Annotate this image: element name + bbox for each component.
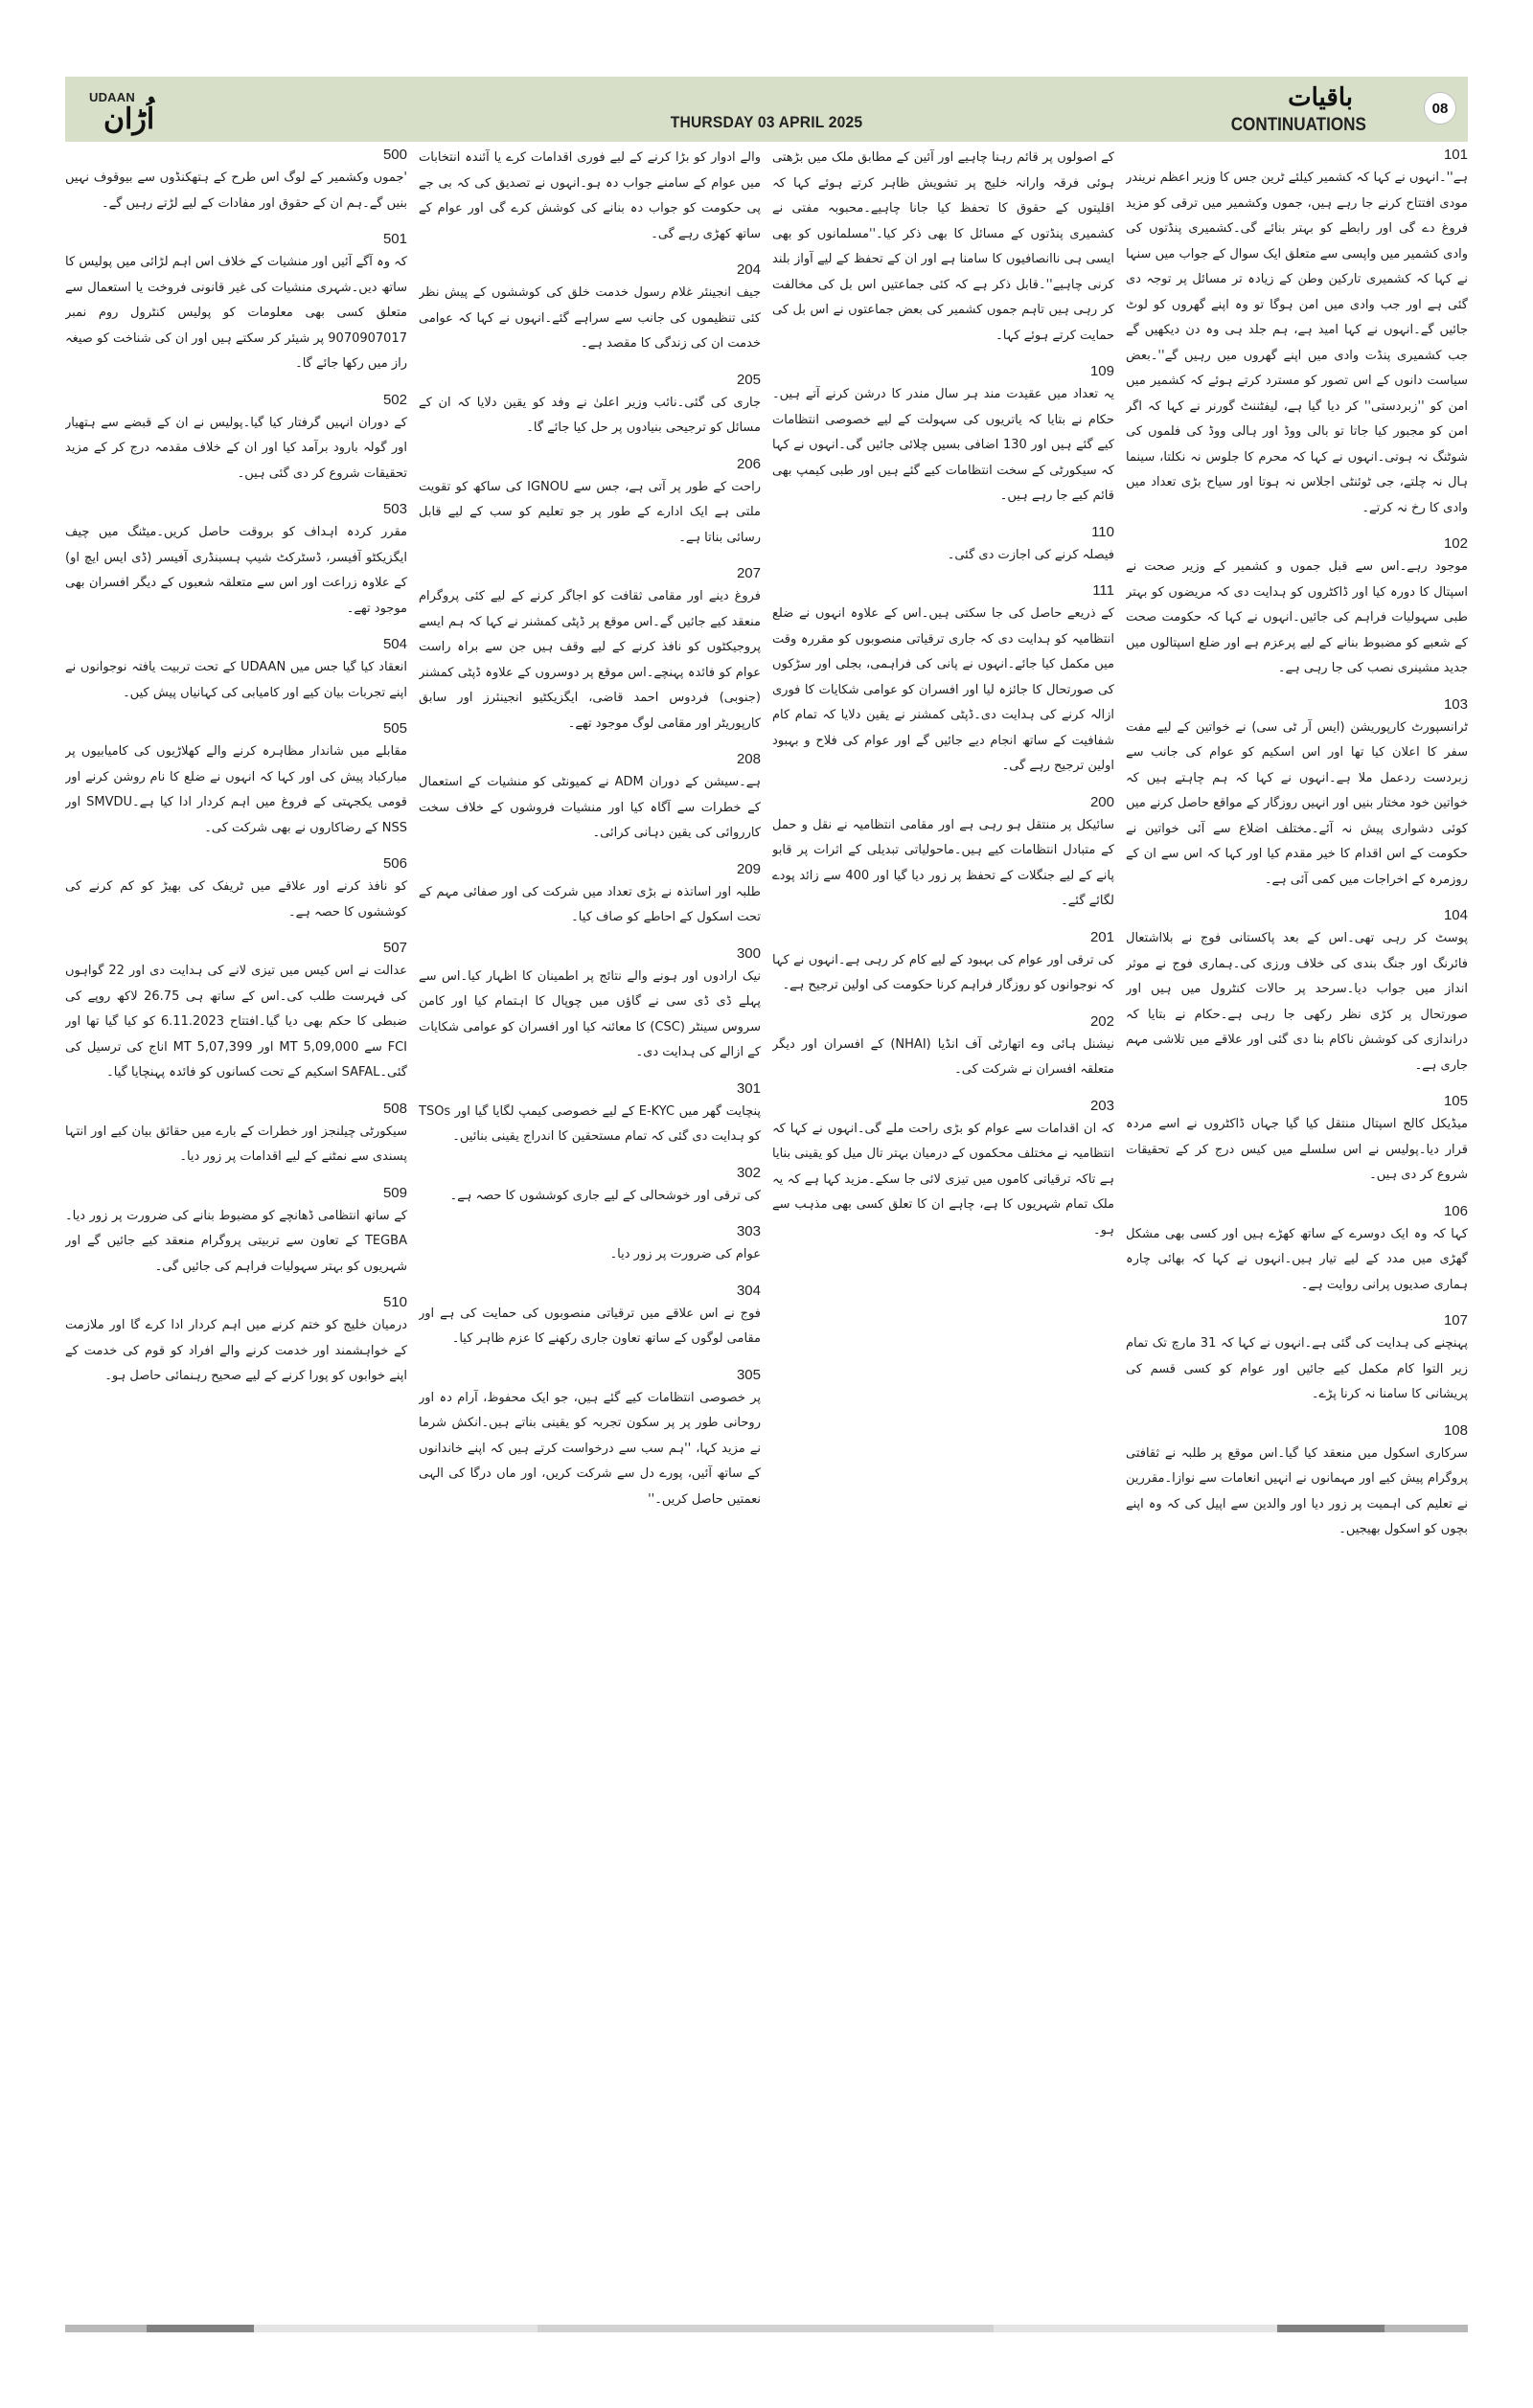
continuation-item	[1126, 1202, 1468, 1299]
continuation-item	[65, 1100, 407, 1170]
continuation-item	[1126, 1311, 1468, 1408]
continuation-text: فوج نے اس علاقے میں ترقیاتی منصوبوں کی حمایت کی ہے اور مقامی لوگوں کے ساتھ تعاون جاری رکھنے کا عزم ظاہر کیا۔	[419, 1306, 761, 1346]
continuation-text: کے ساتھ انتظامی ڈھانچے کو مضبوط بنانے کی ضرورت پر زور دیا۔TEGBA کے تعاون سے تربیتی پروگرام منعقد کیے جائیں گے اور شہریوں کو بہتر سہولیات فراہم کی جائیں گی۔	[65, 1208, 407, 1274]
continuation-text: جیف انجینئر غلام رسول خدمت خلق کی کوششوں کے پیش نظر کئی تنظیموں کی جانب سے سراہے گئے۔انہوں نے کہا کہ عوامی خدمت ان کی زندگی کا مقصد ہے۔	[419, 285, 761, 351]
continuation-text: ہے''۔انہوں نے کہا کہ کشمیر کیلئے ٹرین جس کا وزیر اعظم نریندر مودی افتتاح کرنے جا رہے ہیں، جموں وکشمیر میں ترقی کو مزید فروغ دے گی اور رابطے کو بہتر بنائے گی۔کشمیری پنڈتوں کی وادی کشمیر میں واپسی سے متعلق ایک سوال کے جواب میں سنہا نے کہا کہ کشمیری تارکین وطن کے زیادہ تر مسائل پر توجہ دی گئی ہے اور جب وادی میں امن ہوگا تو وہ اپنے گھروں کو لوٹ جائیں گے۔انہوں نے کہا امید ہے، ہم جلد ہی وہ دن دیکھیں گے جب کشمیری پنڈت وادی میں اپنے گھروں میں رہیں گے''۔بعض سیاست دانوں کے اس تصور کو مسترد کرتے ہوئے کہ کشمیر میں امن کو ''زبردستی'' کر دیا گیا ہے، لیفٹننٹ گورنر نے کہا کہ اگر امن کو مجبور کیا جاتا تو بالی ووڈ اور ہالی ووڈ کی فلموں کی شوٹنگ نہ ہوتی۔انہوں نے کہا کہ محرم کا جلوس نہ نکلتا، سینما ہال نہ چلتے، جی ٹوئنٹی اجلاس نہ ہوتا اور سیاح بڑی تعداد میں وادی کا رخ نہ کرتے۔	[1126, 170, 1468, 515]
continuation-number: 501	[382, 231, 407, 247]
continuation-number: 305	[736, 1366, 761, 1383]
continuation-item	[772, 581, 1114, 780]
continuation-text: پر خصوصی انتظامات کیے گئے ہیں، جو ایک محفوظ، آرام دہ اور روحانی طور پر پر سکون تجربہ کو یقینی بناتے ہیں۔انکش شرما نے مزید کہا، ''ہم سب سے درخواست کرتے ہیں کہ اپنے خاندانوں کے ساتھ آئیں، پورے دل سے شرکت کریں، اور ماں درگا کی الہی نعمتیں حاصل کریں۔''	[419, 1390, 761, 1507]
continuation-text: مقابلے میں شاندار مظاہرہ کرنے والے کھلاڑیوں کی کامیابیوں پر مبارکباد پیش کی اور کہا کہ انہوں نے ضلع کا نام روشن کرنے اور قومی یکجہتی کے فروغ میں اہم کردار ادا کیا ہے۔SMVDU اور NSS کے رضاکاروں نے بھی شرکت کی۔	[65, 744, 407, 835]
continuation-text: سرکاری اسکول میں منعقد کیا گیا۔اس موقع پر طلبہ نے ثقافتی پروگرام پیش کیے اور مہمانوں نے انہیں انعامات سے نوازا۔مقررین نے تعلیم کی اہمیت پر زور دیا اور والدین سے اپیل کی کہ وہ اپنے بچوں کو اسکول بھیجیں۔	[1126, 1445, 1468, 1536]
continuation-text: کی ترقی اور خوشحالی کے لیے جاری کوششوں کا حصہ ہے۔	[449, 1188, 761, 1203]
continuation-text: پوسٹ کر رہی تھی۔اس کے بعد پاکستانی فوج نے بلااشتعال فائرنگ اور جنگ بندی کی خلاف ورزی کی۔ہماری فوج نے موثر انداز میں جواب دیا۔سرحد پر حالات کنٹرول میں ہیں اور صورتحال پر کڑی نظر رکھی جا رہی ہے۔حکام نے بتایا کہ دراندازی کی کوشش ناکام بنا دی گئی اور علاقے میں تلاشی مہم جاری ہے۔	[1126, 931, 1468, 1073]
continuation-number: 110	[1091, 523, 1114, 540]
continuation-number: 500	[382, 147, 407, 163]
continuation-item	[419, 564, 761, 737]
continuation-text: پہنچنے کی ہدایت کی گئی ہے۔انہوں نے کہا کہ 31 مارچ تک تمام زیر التوا کام مکمل کیے جائیں اور عوام کو کسی قسم کی پریشانی کا سامنا نہ کرنا پڑے۔	[1126, 1336, 1468, 1401]
continuation-item	[419, 146, 761, 247]
continuation-item	[772, 928, 1114, 999]
continuation-item	[419, 1222, 761, 1268]
continuation-number: 206	[736, 455, 761, 472]
continuation-number: 509	[382, 1184, 407, 1201]
continuation-item	[65, 1293, 407, 1390]
section-title-urdu: باقیات	[1288, 83, 1353, 112]
continuation-number: 108	[1443, 1421, 1468, 1439]
continuation-item	[772, 1097, 1114, 1244]
continuation-number: 203	[1089, 1097, 1114, 1114]
section-title-english: CONTINUATIONS	[1230, 115, 1366, 135]
footer-bar-segment	[147, 2325, 254, 2332]
continuation-number: 505	[382, 720, 407, 737]
continuation-text: نیک ارادوں اور ہونے والے نتائج پر اطمینان کا اظہار کیا۔اس سے پہلے ڈی ڈی سی نے گاؤں میں چوپال کا اہتمام کیا اور کامن سروس سینٹر (CSC) کا معائنہ کیا اور افسران کو عوامی شکایات کے ازالے کی ہدایت دی۔	[419, 968, 761, 1059]
continuation-item	[65, 146, 407, 216]
continuation-number: 109	[1089, 363, 1114, 379]
column-1	[1126, 146, 1468, 2310]
continuation-item	[65, 719, 407, 841]
continuation-text: کی ترقی اور عوام کی بہبود کے لیے کام کر رہی ہے۔انہوں نے کہا کہ نوجوانوں کو روزگار فراہم کرنا حکومت کی اولین ترجیح ہے۔	[772, 952, 1114, 992]
continuation-number: 101	[1443, 147, 1468, 163]
continuation-text: عدالت نے اس کیس میں تیزی لانے کی ہدایت دی اور 22 گواہوں کی فہرست طلب کی۔اس کے ساتھ ہی 26.75 لاکھ روپے کی ضبطی کا حکم بھی دیا گیا۔افتتاح 6.11.2023 کو کیا گیا تھا اور FCI سے 5,09,000 MT اور 5,07,399 MT اناج کی ترسیل کی گئی۔SAFAL اسکیم کے تحت کسانوں کو فائدہ پہنچایا گیا۔	[65, 964, 407, 1079]
continuation-text: فروغ دینے اور مقامی ثقافت کو اجاگر کرنے کے لیے کئی پروگرام منعقد کیے جائیں گے۔اس موقع پر ڈپٹی کمشنر نے کہا کہ ہم ایسے پروجیکٹوں کو نافذ کرنے کے لیے وقف ہیں جن سے براہ راست عوام کو فائدہ پہنچے۔اس موقع پر دوسروں کے علاوہ ڈپٹی کمشنر (جنوبی) فردوس احمد قاضی، ایگزیکٹیو انجینئرز اور سابق کارپوریٹر اور مقامی لوگ موجود تھے۔	[419, 589, 761, 731]
continuation-number: 504	[382, 636, 407, 652]
continuation-number: 106	[1443, 1202, 1468, 1219]
continuation-item	[772, 146, 1114, 349]
continuation-text: کہ ان اقدامات سے عوام کو بڑی راحت ملے گی۔انہوں نے کہا کہ انتظامیہ نے مختلف محکموں کے درمیان بہتر تال میل کو یقینی بنایا ہے تاکہ ترقیاتی کاموں میں تیزی لائی جا سکے۔مزید کہا ہے کہ یہ ملک تمام شہریوں کا ہے، چاہے ان کا تعلق کسی بھی مذہب سے ہو۔	[772, 1121, 1114, 1238]
continuation-text: کے ذریعے حاصل کی جا سکتی ہیں۔اس کے علاوہ انہوں نے ضلع انتظامیہ کو ہدایت دی کہ جاری ترقیاتی منصوبوں کو مقررہ وقت میں مکمل کیا جائے۔انہوں نے پانی کی فراہمی، بجلی اور سڑکوں کی صورتحال کا جائزہ لیا اور افسران کو عوامی شکایات کا فوری ازالہ کرنے کی ہدایت دی۔ڈپٹی کمشنر نے یقین دلایا کہ تمام کام شفافیت کے ساتھ انجام دیے جائیں گے اور عوام کی فلاح و بہبود اولین ترجیح رہے گی۔	[772, 606, 1114, 773]
continuation-text: والے ادوار کو بڑا کرنے کے لیے فوری اقدامات کرے یا آئندہ انتخابات میں عوام کے سامنے جواب دہ ہو۔انہوں نے تصدیق کی کہ بی جے پی حکومت کو جواب دہ بنانے کی کوشش کرے گی اور عوام کے ساتھ کھڑی رہے گی۔	[419, 150, 761, 241]
continuation-number: 304	[736, 1282, 761, 1299]
continuation-item	[65, 1184, 407, 1281]
continuation-text: نیشنل ہائی وے اتھارٹی آف انڈیا (NHAI) کے افسران اور دیگر متعلقہ افسران نے شرکت کی۔	[772, 1036, 1114, 1077]
continuation-text: انعقاد کیا گیا جس میں UDAAN کے تحت تربیت یافتہ نوجوانوں نے اپنے تجربات بیان کیے اور کامیابی کی کہانیاں پیش کیں۔	[65, 660, 407, 700]
article-columns	[65, 146, 1468, 2310]
continuation-text: کے اصولوں پر قائم رہنا چاہیے اور آئین کے مطابق ملک میں بڑھتی ہوئی فرقہ وارانہ خلیج پر تشویش ظاہر کرتے ہوئے کہا کہ اقلیتوں کے حقوق کا تحفظ کیا جانا چاہیے۔محبوبہ مفتی نے کشمیری پنڈتوں کے مسائل کا بھی ذکر کیا۔''مسلمانوں کو بھی ایسی ہی ناانصافیوں کا سامنا ہے اور ان کے تحفظ کے لیے آواز بلند کرنی چاہیے''۔قابل ذکر ہے کہ کئی جماعتیں اس بل کی مخالفت کر رہی ہیں تاہم جموں کشمیر کی بعض جماعتوں نے اس بل کی حمایت کرتے ہوئے کہا۔	[772, 150, 1114, 343]
continuation-text: عوام کی ضرورت پر زور دیا۔	[609, 1247, 761, 1261]
footer-bar-segment	[254, 2325, 538, 2332]
masthead	[65, 77, 1468, 142]
continuation-number: 302	[736, 1164, 761, 1181]
continuation-item	[65, 939, 407, 1086]
page-number-badge: 08	[1424, 92, 1456, 125]
continuation-text: سیکورٹی چیلنجز اور خطرات کے بارے میں حقائق بیان کیے اور انتہا پسندی سے نمٹنے کے لیے اقدامات پر زور دیا۔	[65, 1124, 407, 1164]
continuation-number: 506	[382, 855, 407, 872]
footer-bar-segment	[994, 2325, 1277, 2332]
continuation-item	[419, 1366, 761, 1513]
continuation-text: میڈیکل کالج اسپتال منتقل کیا گیا جہاں ڈاکٹروں نے اسے مردہ قرار دیا۔پولیس نے اس سلسلے میں کیس درج کر کے تحقیقات شروع کر دی ہیں۔	[1126, 1117, 1468, 1182]
continuation-number: 507	[382, 940, 407, 956]
continuation-number: 503	[382, 501, 407, 517]
continuation-number: 508	[382, 1100, 407, 1117]
continuation-text: فیصلہ کرنے کی اجازت دی گئی۔	[947, 547, 1114, 562]
continuation-number: 104	[1443, 907, 1468, 923]
continuation-item	[772, 362, 1114, 510]
footer-color-bar	[65, 2325, 1468, 2332]
continuation-item	[419, 1079, 761, 1150]
continuation-number: 201	[1089, 928, 1114, 945]
continuation-item	[419, 261, 761, 357]
continuation-number: 103	[1443, 695, 1468, 713]
continuation-number: 200	[1089, 793, 1114, 810]
continuation-item	[1126, 695, 1468, 894]
continuation-number: 300	[736, 944, 761, 962]
continuation-text: کو نافذ کرنے اور علاقے میں ٹریفک کی بھیڑ کو کم کرنے کی کوششوں کا حصہ ہے۔	[65, 879, 407, 920]
continuation-item	[1126, 534, 1468, 682]
footer-bar-segment	[65, 2325, 147, 2332]
continuation-number: 105	[1443, 1093, 1468, 1109]
continuation-number: 208	[736, 751, 761, 767]
continuation-text: موجود رہے۔اس سے قبل جموں و کشمیر کے وزیر صحت نے اسپتال کا دورہ کیا اور ڈاکٹروں کو ہدایت دی کہ مریضوں کو بہتر طبی سہولیات فراہم کی جائیں۔انہوں نے کہا کہ حکومت صحت کے شعبے کو مضبوط بنانے کے لیے پرعزم ہے اور ضلع اسپتالوں میں جدید مشینری نصب کی جا رہی ہے۔	[1126, 559, 1468, 675]
continuation-item	[772, 523, 1114, 569]
continuation-number: 502	[382, 391, 407, 408]
continuation-item	[419, 944, 761, 1066]
continuation-text: سائیکل پر منتقل ہو رہی ہے اور مقامی انتظامیہ نے نقل و حمل کے متبادل انتظامات کیے ہیں۔ماحولیاتی تبدیلی کے اثرات پر قابو پانے کے لیے جنگلات کے تحفظ پر زور دیا گیا اور 400 سے زائد پودے لگائے گئے۔	[772, 817, 1114, 908]
continuation-item	[1126, 1092, 1468, 1189]
continuation-text: مقرر کردہ اہداف کو بروقت حاصل کریں۔میٹنگ میں چیف ایگزیکٹو آفیسر، ڈسٹرکٹ شیپ ہسبنڈری آفیسر (ڈی ایس ایچ او) کے علاوہ زراعت اور اس سے متعلقہ شعبوں کے دیگر افسران بھی موجود تھے۔	[65, 525, 407, 616]
continuation-item	[65, 391, 407, 488]
continuation-text: درمیان خلیج کو ختم کرنے میں اہم کردار ادا کرے گا اور ملازمت کے خواہشمند اور خدمت کرنے والے افراد کو قوم کی خدمت کے اپنے خوابوں کو پورا کرنے کے لیے صحیح رہنمائی حاصل ہو۔	[65, 1318, 407, 1383]
continuation-text: ہے۔سیشن کے دوران ADM نے کمیونٹی کو منشیات کے استعمال کے خطرات سے آگاہ کیا اور منشیات فروشوں کے خلاف سخت کارروائی کی یقین دہانی کرائی۔	[419, 775, 761, 840]
continuation-number: 107	[1443, 1312, 1468, 1329]
continuation-item	[65, 635, 407, 706]
continuation-number: 303	[736, 1223, 761, 1239]
continuation-number: 301	[736, 1079, 761, 1097]
continuation-text: پنچایت گھر میں E-KYC کے لیے خصوصی کیمپ لگایا گیا اور TSOs کو ہدایت دی گئی کہ تمام مستحقین کا اندراج یقینی بنائیں۔	[419, 1103, 761, 1144]
continuation-number: 102	[1443, 535, 1468, 552]
continuation-item	[419, 371, 761, 442]
continuation-item	[1126, 146, 1468, 521]
continuation-text: طلبہ اور اساتذہ نے بڑی تعداد میں شرکت کی اور صفائی مہم کے تحت اسکول کے احاطے کو صاف کیا۔	[419, 884, 761, 924]
continuation-item	[419, 750, 761, 847]
continuation-text: کہ وہ آگے آئیں اور منشیات کے خلاف اس اہم لڑائی میں پولیس کا ساتھ دیں۔شہری منشیات کی غیر قانونی فروخت یا استعمال سے متعلق کسی بھی معلومات کو پولیس کنٹرول روم نمبر 9070907017 پر شیئر کر سکتے ہیں اور ان کی شناخت کو صیغہ راز میں رکھا جائے گا۔	[65, 255, 407, 371]
continuation-number: 202	[1089, 1012, 1114, 1030]
footer-bar-segment	[538, 2325, 994, 2332]
continuation-number: 204	[736, 261, 761, 278]
footer-bar-segment	[1277, 2325, 1384, 2332]
continuation-text: کہا کہ وہ ایک دوسرے کے ساتھ کھڑے ہیں اور کسی بھی مشکل گھڑی میں مدد کے لیے تیار ہیں۔انہوں نے کہا کہ بھائی چارہ ہماری صدیوں پرانی روایت ہے۔	[1126, 1226, 1468, 1292]
continuation-text: ٹرانسپورٹ کارپوریشن (ایس آر ٹی سی) نے خواتین کے لیے مفت سفر کا اعلان کیا تھا اور اس اسکیم کو عوام کی جانب سے زبردست ردعمل ملا ہے۔انہوں نے کہا کہ ہم چاہتے ہیں کہ خواتین خود مختار بنیں اور انہیں روزگار کے مواقع حاصل کرنے میں کوئی دشواری پیش نہ آئے۔مختلف اضلاع سے آئی خواتین نے حکومت کے اس اقدام کا خیر مقدم کیا اور کہا کہ اس سے ان کے روزمرہ کے اخراجات میں کمی آئی ہے۔	[1126, 719, 1468, 887]
continuation-text: راحت کے طور پر آتی ہے، جس سے IGNOU کی ساکھ کو تقویت ملتی ہے ایک ادارے کے طور پر جو تعلیم کو سب کے لیے قابل رسائی بناتا ہے۔	[419, 479, 761, 545]
continuation-text: 'جموں وکشمیر کے لوگ اس طرح کے ہتھکنڈوں سے بیوقوف نہیں بنیں گے۔ہم ان کے حقوق اور مفادات کے لیے لڑتے رہیں گے۔	[65, 170, 407, 211]
column-4	[65, 146, 407, 2310]
column-3	[419, 146, 761, 2310]
continuation-number: 111	[1092, 582, 1114, 599]
continuation-item	[65, 230, 407, 377]
continuation-item	[419, 1164, 761, 1210]
continuation-item	[1126, 1421, 1468, 1543]
column-2	[772, 146, 1114, 2310]
continuation-number: 209	[736, 860, 761, 877]
continuation-item	[772, 1012, 1114, 1083]
continuation-item	[419, 1282, 761, 1352]
continuation-item	[419, 860, 761, 931]
continuation-number: 207	[736, 565, 761, 581]
issue-date: THURSDAY 03 APRIL 2025	[670, 113, 863, 131]
brand-name-english: UDAAN	[89, 90, 135, 104]
continuation-item	[65, 500, 407, 622]
continuation-number: 205	[736, 371, 761, 388]
continuation-item	[1126, 906, 1468, 1079]
continuation-item	[65, 854, 407, 925]
continuation-number: 510	[382, 1294, 407, 1310]
continuation-text: جاری کی گئی۔نائب وزیر اعلیٰ نے وفد کو یقین دلایا کہ ان کے مسائل کو ترجیحی بنیادوں پر حل کیا جائے گا۔	[419, 395, 761, 435]
continuation-text: کے دوران انہیں گرفتار کیا گیا۔پولیس نے ان کے قبضے سے ہتھیار اور گولہ بارود برآمد کیا اور ان کے خلاف مقدمہ درج کر کے مزید تحقیقات شروع کر دی گئی ہیں۔	[65, 415, 407, 481]
continuation-item	[419, 455, 761, 552]
continuation-text: یہ تعداد میں عقیدت مند ہر سال مندر کا درشن کرنے آتے ہیں۔حکام نے بتایا کہ یاتریوں کی سہولت کے لیے خصوصی انتظامات کیے گئے ہیں اور 130 اضافی بسیں چلائی جائیں گی۔انہوں نے کہا کہ سیکورٹی کے سخت انتظامات کیے گئے ہیں اور طبی کیمپ بھی قائم کیے جا رہے ہیں۔	[772, 387, 1114, 503]
continuation-item	[772, 793, 1114, 915]
footer-bar-segment	[1384, 2325, 1468, 2332]
brand-logo-urdu: اُڑان	[103, 102, 155, 136]
